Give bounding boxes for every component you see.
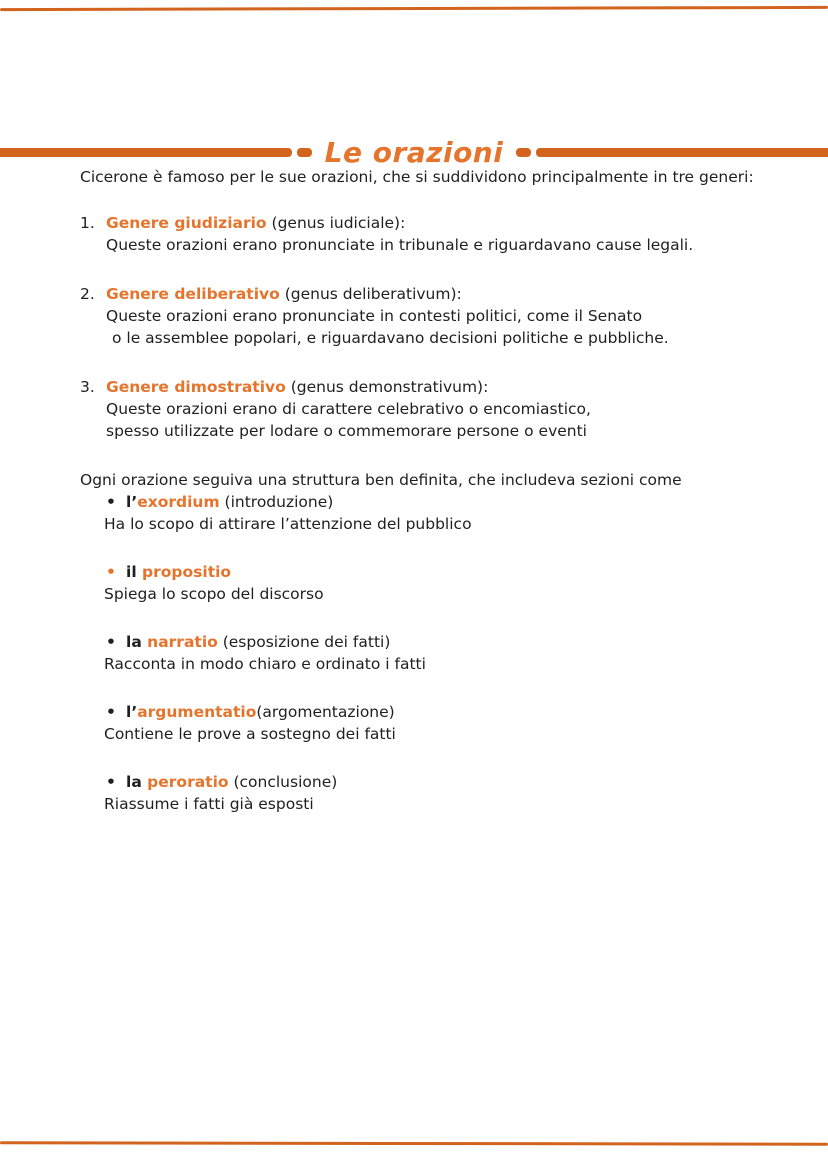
genre-description-line: Queste orazioni erano pronunciate in tribunale e riguardavano cause legali. [106,236,694,254]
genre-body [106,212,693,256]
structure-heading-suffix: (argomentazione) [256,703,395,721]
genre-item-giudiziario [80,212,770,256]
genre-number: 2. [80,285,95,303]
title-right-bar [536,148,828,157]
bottom-border-line [0,1141,828,1145]
genre-list [80,212,770,442]
structure-list [80,491,770,815]
structure-term: argumentatio [137,703,257,721]
genre-description-line: o le assemblee popolari, e riguardavano decisioni politiche e pubbliche. [112,329,669,347]
bullet-icon: • [106,493,116,511]
bullet-icon: • [106,563,116,581]
structure-intro-paragraph: Ogni orazione seguiva una struttura ben definita, che includeva sezioni come [80,471,682,489]
genre-description-line: spesso utilizzate per lodare o commemorare persone o eventi [106,422,587,440]
structure-article: l’ [126,703,138,721]
structure-item-narratio [80,631,770,675]
genre-number: 3. [80,378,95,396]
structure-heading-suffix: (esposizione dei fatti) [217,633,391,651]
genre-heading [106,376,591,398]
genre-item-dimostrativo [80,376,770,442]
genre-number: 1. [80,214,95,232]
structure-heading [106,631,770,653]
genre-heading-suffix: (genus demonstrativum): [285,378,489,396]
structure-heading [106,771,770,793]
title-right-bar-cap [516,148,531,157]
genre-item-deliberativo [80,283,770,349]
structure-item-argumentatio [80,701,770,745]
structure-description: Ha lo scopo di attirare l’attenzione del pubblico [104,515,472,533]
genre-heading-suffix: (genus deliberativum): [279,285,462,303]
title-left-bar-cap [297,148,312,157]
intro-paragraph: Cicerone è famoso per le sue orazioni, che si suddividono principalmente in tre generi: [80,168,754,186]
structure-heading [106,491,770,513]
genre-term: Genere dimostrativo [106,378,286,396]
bullet-icon: • [106,773,116,791]
genre-body [106,283,669,349]
structure-heading [106,701,770,723]
genre-term: Genere deliberativo [106,285,280,303]
title-banner [0,136,828,169]
title-left-bar [0,148,292,157]
structure-heading [106,561,770,583]
structure-description: Contiene le prove a sostegno dei fatti [104,725,396,743]
structure-item-propositio [80,561,770,605]
structure-term: narratio [147,633,218,651]
genre-term: Genere giudiziario [106,214,267,232]
structure-term: peroratio [147,773,229,791]
bullet-icon: • [106,703,116,721]
genre-body [106,376,591,442]
structure-item-peroratio [80,771,770,815]
structure-description: Riassume i fatti già esposti [104,795,314,813]
page-title: Le orazioni [324,136,504,169]
document-body [80,166,770,841]
structure-article: l’ [126,493,138,511]
structure-term: exordium [137,493,220,511]
genre-description-line: Queste orazioni erano di carattere celebrativo o encomiastico, [106,400,591,418]
structure-heading-suffix: (introduzione) [219,493,334,511]
structure-heading-suffix: (conclusione) [228,773,338,791]
genre-heading [106,212,693,234]
genre-description-line: Queste orazioni erano pronunciate in contesti politici, come il Senato [106,307,643,325]
structure-article: la [126,633,148,651]
genre-heading-suffix: (genus iudiciale): [266,214,406,232]
structure-description: Racconta in modo chiaro e ordinato i fatti [104,655,426,673]
structure-article: il [126,563,143,581]
top-border-line [0,6,828,11]
genre-heading [106,283,669,305]
structure-article: la [126,773,148,791]
bullet-icon: • [106,633,116,651]
structure-term: propositio [142,563,232,581]
structure-item-exordium [80,491,770,535]
structure-description: Spiega lo scopo del discorso [104,585,324,603]
